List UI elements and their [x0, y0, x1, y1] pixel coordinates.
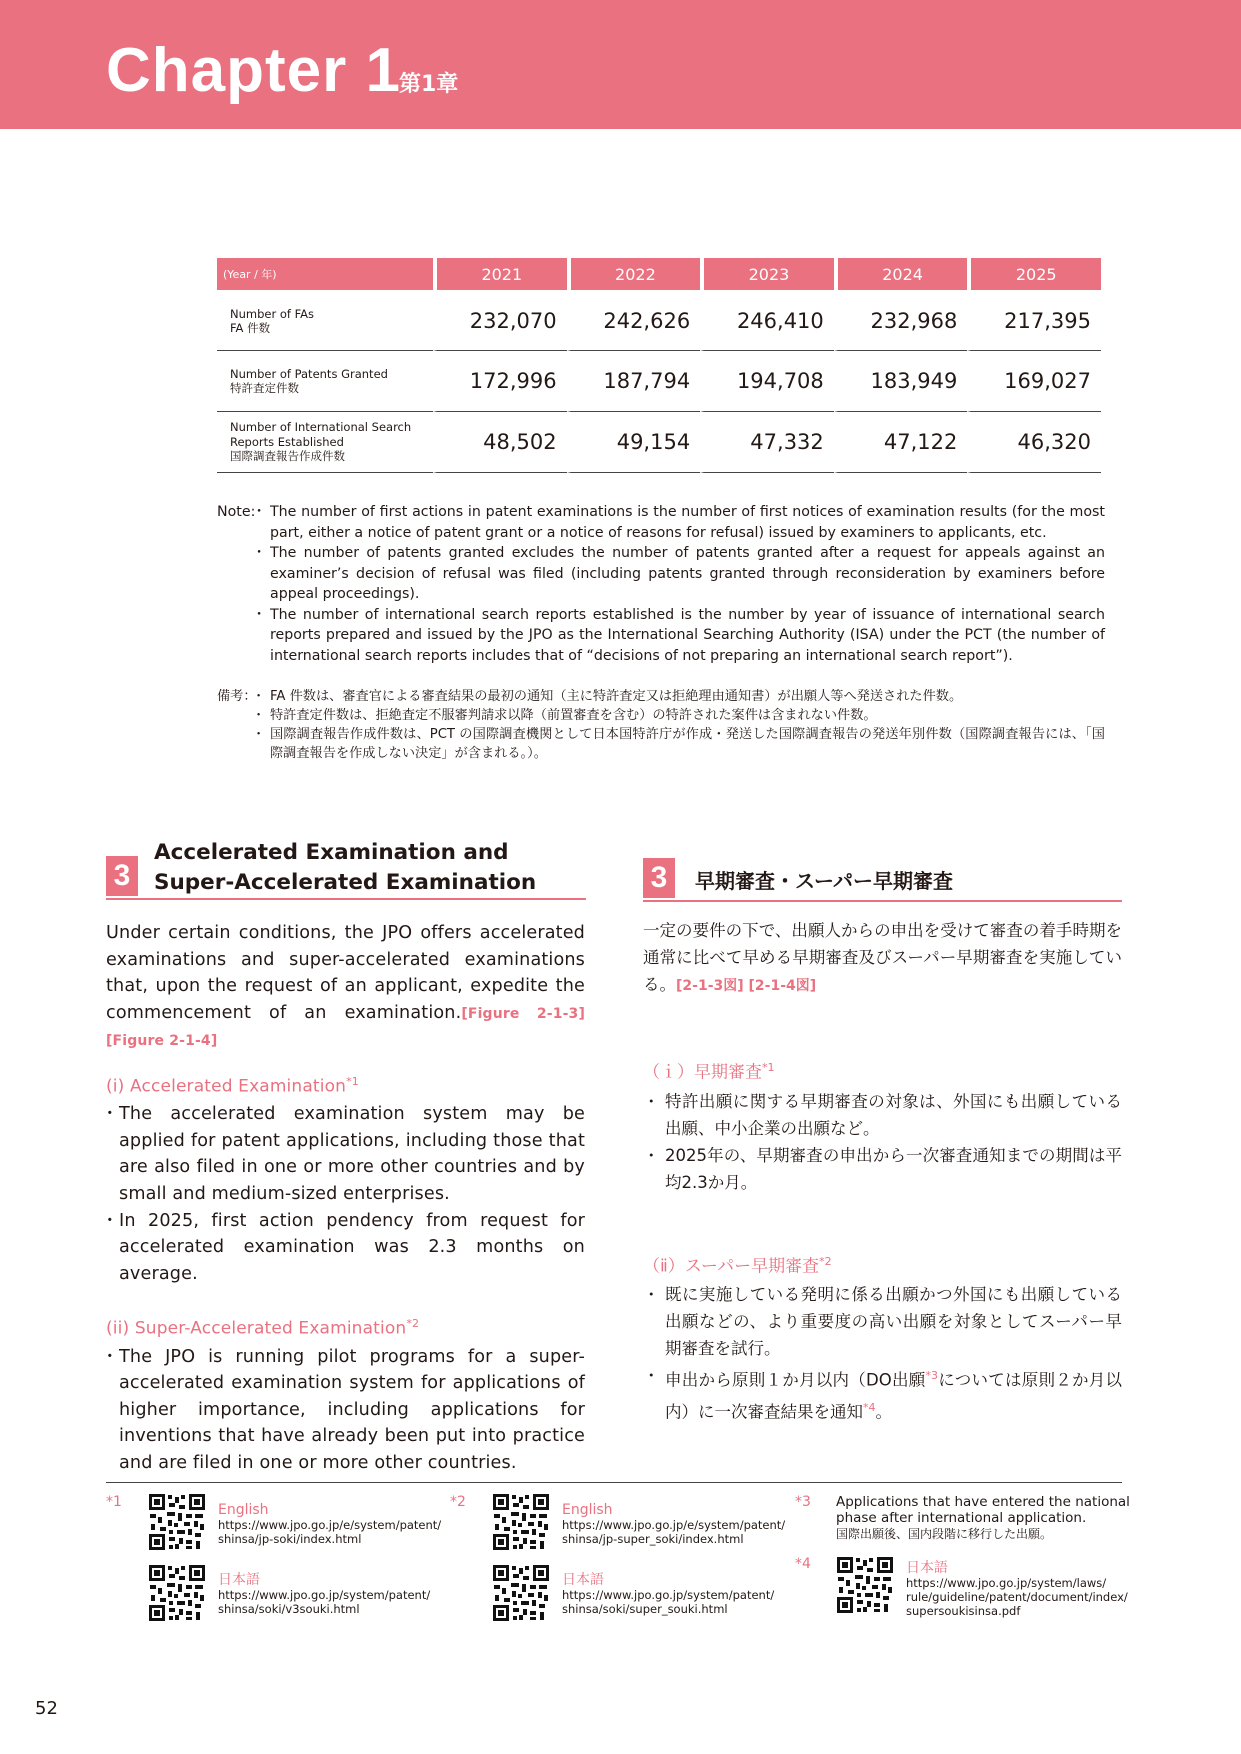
note-item: ・ The number of international search reports established is the number by year of issuance of international search reports prepared and issued by the JPO as the International Searching Authority (ISA) under the PCT (the number of international search reports includes that of “decisions of not preparing an international search report”). [257, 605, 1105, 667]
bullet-item: ・ The accelerated examination system may be applied for patent applications, including those that are also filed in one or more other countries and by small and medium-sized enterprises. [106, 1101, 585, 1207]
statistics-table [217, 258, 1101, 473]
year-col: 2021 [433, 258, 567, 290]
section-number: 3 [643, 858, 675, 898]
english-column [106, 920, 585, 1477]
footnote-mark: *1 [346, 1074, 359, 1088]
intro-paragraph: Under certain conditions, the JPO offers accelerated examinations and super-accelerated examinations that, upon the request of an applicant, expedite the commencement of an examination.[Figure 2-1-3] [Figure 2-1-4] [106, 923, 585, 1050]
table-row [217, 351, 1101, 412]
footnote-mark: *1 [762, 1061, 775, 1074]
subheading-jp: （ｉ）早期審査$^{*1}$ [643, 1061, 775, 1083]
table-header-row [217, 258, 1101, 290]
table-cell: 47,122 [834, 412, 968, 473]
table-notes-jp [217, 687, 1105, 763]
table-cell: 169,027 [967, 351, 1101, 412]
table-cell: 232,968 [834, 290, 968, 351]
bullet-item-jp: ・ 2025年の、早期審査の申出から一次審査通知までの期間は平均2.3か月。 [643, 1142, 1122, 1196]
row-label: Number of International Search Reports Established 国際調査報告作成件数 [217, 412, 433, 473]
subheading: (i) Accelerated Examination$^{*1}$ [106, 1074, 359, 1097]
footnote-link[interactable]: English https://www.jpo.go.jp/e/system/patent/ shinsa/jp-soki/index.html [218, 1502, 442, 1546]
subheading: (ii) Super-Accelerated Examination$^{*2}$ [106, 1317, 420, 1340]
year-col: 2023 [700, 258, 834, 290]
qr-code-icon[interactable] [492, 1493, 550, 1551]
footnote-link[interactable]: English https://www.jpo.go.jp/e/system/patent/ shinsa/jp-super_soki/index.html [562, 1502, 786, 1546]
footnote-mark: *2 [406, 1317, 420, 1331]
table-cell: 246,410 [700, 290, 834, 351]
section-heading-en [106, 838, 586, 900]
table-cell: 242,626 [567, 290, 701, 351]
bullet-item: ・ In 2025, first action pendency from request for accelerated examination was 2.3 months on average. [106, 1208, 585, 1288]
bullet-item-jp: ・ 特許出願に関する早期審査の対象は、外国にも出願している出願、中小企業の出願など。 [643, 1088, 1122, 1142]
figure-reference: [2-1-3図] [2-1-4図] [676, 978, 817, 994]
row-label: Number of Patents Granted 特許査定件数 [217, 351, 433, 412]
year-col: 2024 [834, 258, 968, 290]
section-number: 3 [106, 856, 138, 896]
note-item: ・ The number of patents granted excludes the number of patents granted after a request for appeals against an examiner’s decision of refusal was filed (including patents granted through reconsideration by examiners before appeal proceedings). [257, 543, 1105, 605]
footnote-link[interactable]: 日本語 https://www.jpo.go.jp/system/patent/ shinsa/soki/v3souki.html [218, 1572, 431, 1616]
bullet-item-jp: ・ 申出から原則１か月以内（DO出願$^{*3}$については原則２か月以内）に一次審査結果を通知$^{*4}$。 [643, 1362, 1122, 1425]
note-item-jp: ・ 国際調査報告作成件数は、PCT の国際調査機関として日本国特許庁が作成・発送した国際調査報告の発送年別件数（国際調査報告には、「国際調査報告を作成しない決定」が含まれる。）。 [257, 725, 1105, 763]
table-cell: 217,395 [967, 290, 1101, 351]
footnote-mark: *1 [106, 1494, 122, 1510]
chapter-title: Chapter 1 [106, 36, 401, 105]
table-cell: 46,320 [967, 412, 1101, 473]
table-notes [217, 502, 1105, 666]
intro-paragraph-jp: 一定の要件の下で、出願人からの申出を受けて審査の着手時期を通常に比べて早める早期審査及びスーパー早期審査を実施している。[2-1-3図] [2-1-4図] [643, 921, 1122, 994]
note-label-jp: 備考： [217, 689, 257, 704]
row-label: Number of FAs FA 件数 [217, 290, 433, 351]
figure-reference: [Figure 2-1-3] [Figure 2-1-4] [106, 1005, 585, 1050]
footnote-mark: *2 [819, 1254, 832, 1268]
qr-code-icon[interactable] [148, 1493, 206, 1551]
footnote-mark: *3 [925, 1369, 939, 1383]
table-row [217, 290, 1101, 351]
section-title: Accelerated Examination and Super-Accelerated Examination [154, 840, 537, 895]
table-cell: 49,154 [567, 412, 701, 473]
footnote-mark: *3 [795, 1494, 811, 1510]
bullet-item: ・ The JPO is running pilot programs for a super-accelerated examination system for applications of higher importance, including applications for inventions that have already been put into practice and are filed in one or more other countries. [106, 1344, 585, 1477]
footnote-mark: *4 [795, 1556, 811, 1572]
chapter-header [0, 0, 1241, 129]
table-cell: 172,996 [433, 351, 567, 412]
qr-code-icon[interactable] [148, 1564, 206, 1622]
year-label: (Year / 年) [217, 258, 433, 290]
japanese-column [643, 917, 1122, 1425]
note-item: ・ The number of first actions in patent examinations is the number of first notices of examination results (for the most part, either a notice of patent grant or a notice of reasons for refusal) issued by examiners to applicants, etc. [257, 502, 1105, 543]
note-label: Note: [217, 504, 256, 520]
footnote-link[interactable]: 日本語 https://www.jpo.go.jp/system/patent/ shinsa/soki/super_souki.html [562, 1572, 775, 1616]
note-item-jp: ・ 特許査定件数は、拒絶査定不服審判請求以降（前置審査を含む）の特許された案件は含まれない件数。 [257, 706, 1105, 725]
table-cell: 187,794 [567, 351, 701, 412]
table-cell: 232,070 [433, 290, 567, 351]
table-cell: 48,502 [433, 412, 567, 473]
page-number: 52 [35, 1698, 58, 1719]
footnote-mark: *4 [863, 1400, 876, 1414]
qr-code-icon[interactable] [492, 1564, 550, 1622]
year-col: 2025 [967, 258, 1101, 290]
section-heading-jp [643, 858, 1122, 902]
table-cell: 183,949 [834, 351, 968, 412]
chapter-title-jp: 第1章 [399, 72, 459, 97]
table-cell: 47,332 [700, 412, 834, 473]
note-item-jp: ・ FA 件数は、審査官による審査結果の最初の通知（主に特許査定又は拒絶理由通知書）が出願人等へ発送された件数。 [257, 687, 1105, 706]
table-row [217, 412, 1101, 473]
table-cell: 194,708 [700, 351, 834, 412]
year-col: 2022 [567, 258, 701, 290]
section-title-jp: 早期審査・スーパー早期審査 [695, 869, 953, 893]
footnote-link[interactable]: 日本語 https://www.jpo.go.jp/system/laws/ rule/guideline/patent/document/index/ supersoukisinsa.pdf [906, 1560, 1128, 1618]
subheading-jp: （ⅱ）スーパー早期審査$^{*2}$ [643, 1254, 832, 1277]
bullet-item-jp: ・ 既に実施している発明に係る出願かつ外国にも出願している出願などの、より重要度の高い出願を対象としてスーパー早期審査を試行。 [643, 1281, 1122, 1362]
footnote-mark: *2 [450, 1494, 466, 1510]
footnote-text: Applications that have entered the national phase after international application. 国際出願後、国内段階に移行した出願。 [836, 1494, 1130, 1541]
footnote-divider [106, 1482, 1122, 1483]
qr-code-icon[interactable] [836, 1556, 894, 1614]
